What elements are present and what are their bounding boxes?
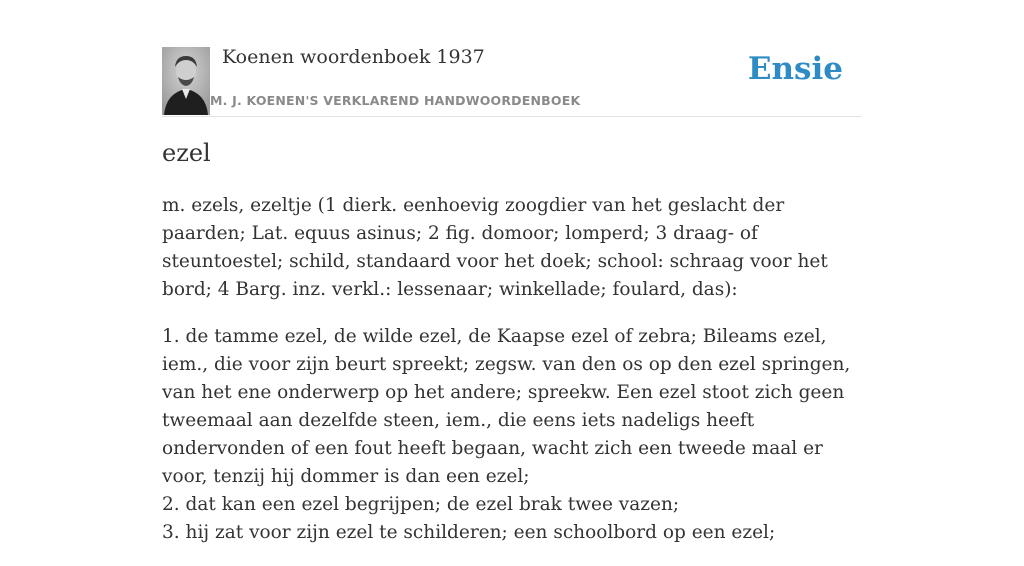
sense-item: 2. dat kan een ezel begrijpen; de ezel brak twee vazen;	[162, 494, 680, 515]
book-subtitle: M. J. KOENEN'S VERKLAREND HANDWOORDENBOEK	[210, 93, 581, 108]
entry-body	[162, 192, 862, 566]
sense-item: 3. hij zat voor zijn ezel te schilderen; een schoolbord op een ezel;	[162, 522, 776, 543]
entry-senses	[162, 323, 862, 547]
entry-definition: m. ezels, ezeltje (1 dierk. eenhoevig zoogdier van het geslacht der paarden; Lat. equus asinus; 2 fig. domoor; lomperd; 3 draag- of steuntoestel; schild, standaard voor het doek; school: schraag voor het bord; 4 Barg. inz. verkl.: lessenaar; winkellade; foulard, das):	[162, 195, 828, 300]
dictionary-header	[162, 40, 862, 117]
sense-item: 1. de tamme ezel, de wilde ezel, de Kaapse ezel of zebra; Bileams ezel, iem., die voor zijn beurt spreekt; zegsw. van den os op den ezel springen, van het ene onderwerp op het andere; spreekw. Een ezel stoot zich geen tweemaal aan dezelfde steen, iem., die eens iets nadeligs heeft ondervonden of een fout heeft begaan, wacht zich een tweede maal er voor, tenzij hij dommer is dan een ezel;	[162, 326, 851, 487]
entry-headword: ezel	[162, 139, 211, 167]
brand-logo-link[interactable]: Ensie	[747, 51, 843, 87]
author-portrait-icon	[162, 47, 210, 115]
book-title: Koenen woordenboek 1937	[222, 46, 485, 68]
